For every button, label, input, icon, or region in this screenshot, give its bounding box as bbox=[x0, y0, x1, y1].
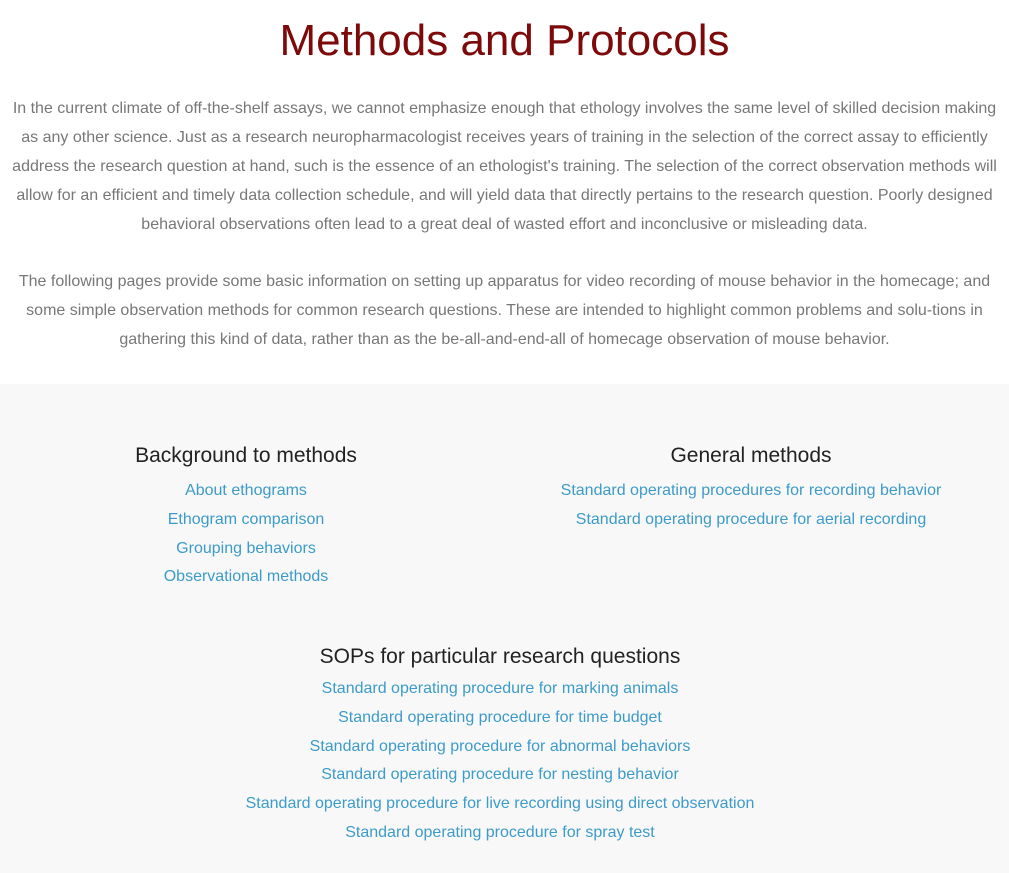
link-sop-spray-test[interactable]: Standard operating procedure for spray test bbox=[345, 823, 655, 841]
sops-list bbox=[150, 675, 850, 848]
list-item bbox=[150, 675, 850, 704]
link-sop-abnormal-behaviors[interactable]: Standard operating procedure for abnormal behaviors bbox=[309, 737, 691, 755]
link-sop-aerial-recording[interactable]: Standard operating procedure for aerial recording bbox=[575, 510, 927, 528]
link-sop-time-budget[interactable]: Standard operating procedure for time budget bbox=[338, 708, 662, 726]
list-item bbox=[150, 790, 850, 819]
link-sop-nesting-behavior[interactable]: Standard operating procedure for nesting behavior bbox=[321, 766, 679, 784]
link-ethogram-comparison[interactable]: Ethogram comparison bbox=[167, 510, 325, 528]
list-item bbox=[150, 761, 850, 790]
intro-section bbox=[0, 0, 1009, 384]
link-grouping-behaviors[interactable]: Grouping behaviors bbox=[176, 539, 316, 557]
link-observational-methods[interactable]: Observational methods bbox=[163, 568, 329, 586]
list-item bbox=[150, 704, 850, 733]
list-item bbox=[46, 477, 446, 506]
background-methods-heading: Background to methods bbox=[135, 444, 357, 467]
general-methods-heading: General methods bbox=[670, 444, 832, 467]
intro-paragraph-2: The following pages provide some basic information on setting up apparatus for video recording of mouse behavior in the homecage; and some simple observation methods for common research questions. These are intended to highlight common problems and solu-tions in gathering this kind of data, rather than as the be-all-and-end-all of homecage observation of mouse behavior. bbox=[18, 273, 991, 348]
general-methods-list bbox=[500, 477, 1002, 535]
page-title: Methods and Protocols bbox=[279, 16, 730, 65]
intro-paragraph-1: In the current climate of off-the-shelf assays, we cannot emphasize enough that ethology involves the same level of skilled decision making as any other science. Just as a research neuropharmacologist receives years of training in the selection of the correct assay to efficiently address the research question at hand, such is the essence of an ethologist's training. The selection of the correct observation methods will allow for an efficient and timely data collection schedule, and will yield data that directly pertains to the research question. Poorly designed behavioral observations often lead to a great deal of wasted effort and inconclusive or misleading data. bbox=[12, 100, 997, 233]
background-methods-column bbox=[46, 442, 446, 592]
sops-column bbox=[150, 643, 850, 848]
list-item bbox=[46, 563, 446, 592]
list-item bbox=[46, 535, 446, 564]
link-sop-live-recording[interactable]: Standard operating procedure for live recording using direct observation bbox=[245, 795, 755, 813]
methods-links-panel bbox=[0, 384, 1009, 873]
general-methods-column bbox=[500, 442, 1002, 535]
list-item bbox=[46, 506, 446, 535]
list-item bbox=[500, 477, 1002, 506]
link-sop-marking-animals[interactable]: Standard operating procedure for marking animals bbox=[321, 680, 679, 697]
sops-heading: SOPs for particular research questions bbox=[319, 645, 681, 668]
background-methods-list bbox=[46, 477, 446, 592]
link-about-ethograms[interactable]: About ethograms bbox=[185, 482, 307, 499]
list-item bbox=[500, 506, 1002, 535]
link-sop-recording-behavior[interactable]: Standard operating procedures for recording behavior bbox=[560, 482, 942, 499]
list-item bbox=[150, 819, 850, 848]
list-item bbox=[150, 733, 850, 762]
